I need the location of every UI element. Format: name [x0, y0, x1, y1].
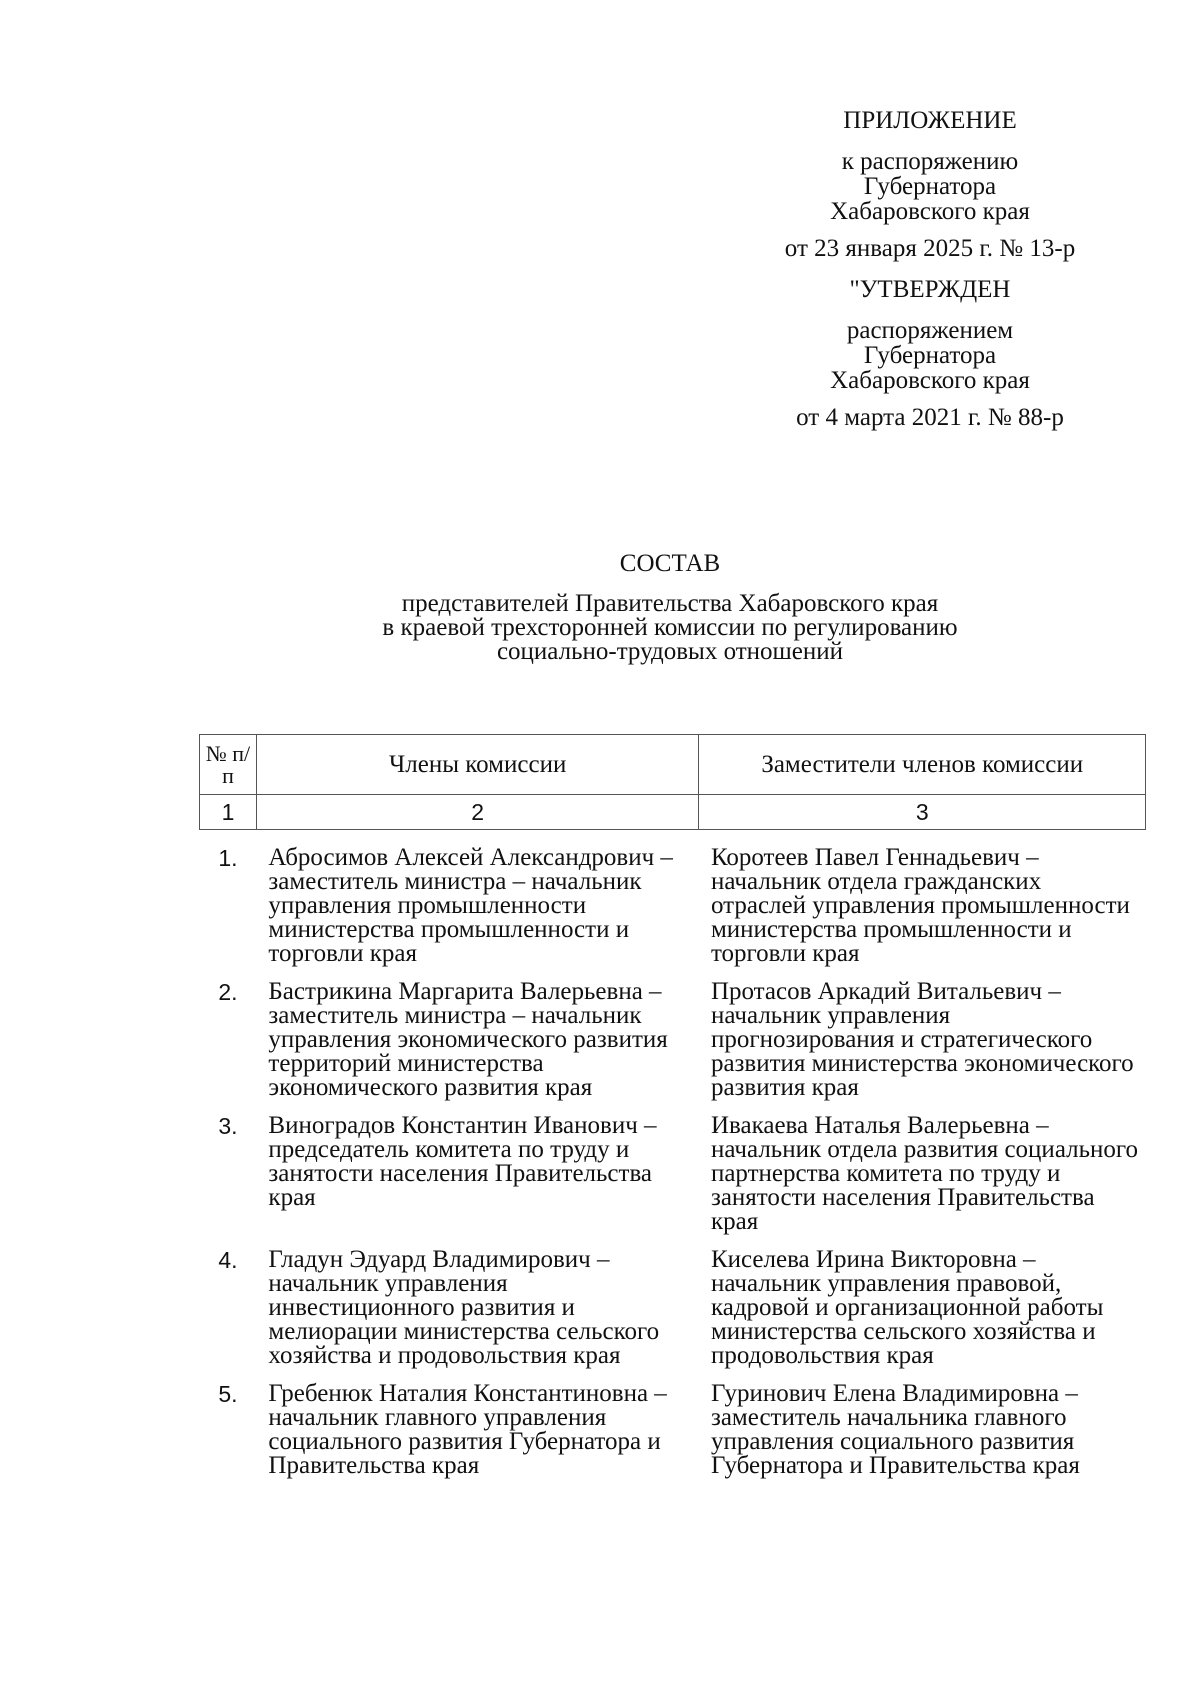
table-row	[200, 1234, 1146, 1368]
document-title	[190, 552, 1150, 664]
table-row	[200, 1368, 1146, 1478]
column-number-row	[200, 795, 1146, 830]
row-number: 3.	[218, 1113, 238, 1139]
approved-line-2: Губернатора	[863, 342, 997, 369]
approved-date: от 4 марта 2021 г. № 88-р	[796, 404, 1064, 431]
table-row	[200, 830, 1146, 967]
header-deputies: Заместители членов комиссии	[699, 735, 1146, 795]
appendix-block	[740, 108, 1120, 430]
member-cell: Гребенюк Наталия Константиновна – начальник главного управления социального развития Губернатора и Правительства края	[268, 1380, 667, 1479]
row-number: 2.	[218, 979, 238, 1005]
deputy-cell: Протасов Аркадий Витальевич – начальник управления прогнозирования и стратегического развития министерства экономического развития края	[710, 978, 1134, 1101]
member-cell: Гладун Эдуард Владимирович – начальник управления инвестиционного развития и мелиорации министерства сельского хозяйства и продовольствия края	[268, 1246, 660, 1369]
commission-table	[199, 734, 1146, 1478]
member-cell: Бастрикина Маргарита Валерьевна – заместитель министра – начальник управления экономического развития территорий министерства экономического развития края	[268, 978, 668, 1101]
member-cell: Абросимов Алексей Александрович – заместитель министра – начальник управления промышленности министерства промышленности и торговли края	[268, 844, 673, 967]
header-members: Члены комиссии	[256, 735, 699, 795]
approved-line-3: Хабаровского края	[830, 367, 1030, 394]
column-number: 2	[256, 795, 699, 830]
header-number: № п/п	[200, 735, 257, 795]
approved-heading: "УТВЕРЖДЕН	[849, 276, 1011, 303]
table-row	[200, 1100, 1146, 1234]
deputy-cell: Коротеев Павел Геннадьевич – начальник отдела гражданских отраслей управления промышленности министерства промышленности и торговли края	[710, 844, 1130, 967]
appendix-line-2: Губернатора	[863, 173, 997, 200]
table-header-row	[200, 735, 1146, 795]
title-main: СОСТАВ	[619, 550, 721, 577]
member-cell: Виноградов Константин Иванович – председатель комитета по труду и занятости населения Правительства края	[268, 1112, 657, 1211]
column-number: 3	[699, 795, 1146, 830]
deputy-cell: Киселева Ирина Викторовна – начальник управления правовой, кадровой и организационной работы министерства сельского хозяйства и продовольствия края	[710, 1246, 1104, 1369]
row-number: 5.	[218, 1381, 238, 1407]
appendix-line-3: Хабаровского края	[830, 198, 1030, 225]
row-number: 4.	[218, 1247, 238, 1273]
table-row	[200, 966, 1146, 1100]
title-line-3: социально-трудовых отношений	[496, 638, 844, 665]
title-line-1: представителей Правительства Хабаровского края	[401, 590, 939, 617]
title-line-2: в краевой трехсторонней комиссии по регулированию	[382, 614, 958, 641]
approved-line-1: распоряжением	[846, 317, 1014, 344]
deputy-cell: Гуринович Елена Владимировна – заместитель начальника главного управления социального развития Губернатора и Правительства края	[710, 1380, 1080, 1479]
appendix-line-1: к распоряжению	[841, 148, 1019, 175]
appendix-heading: ПРИЛОЖЕНИЕ	[843, 107, 1017, 134]
row-number: 1.	[218, 845, 238, 871]
appendix-date: от 23 января 2025 г. № 13-р	[784, 235, 1076, 262]
column-number: 1	[200, 795, 257, 830]
deputy-cell: Ивакаева Наталья Валерьевна – начальник отдела развития социального партнерства комитета по труду и занятости населения Правительства края	[710, 1112, 1139, 1235]
